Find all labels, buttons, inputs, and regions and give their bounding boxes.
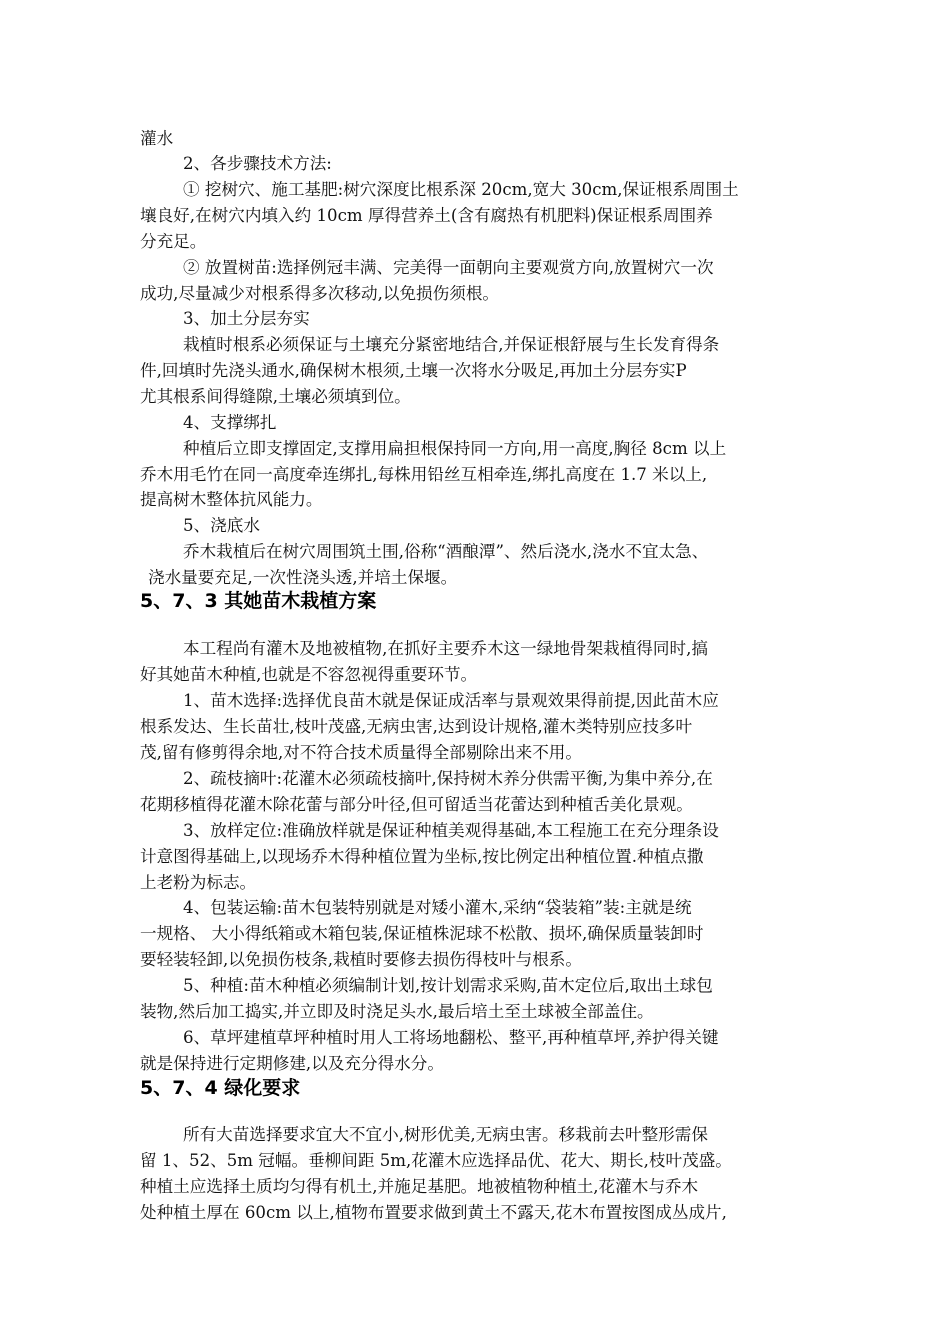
section-heading: 5、7、4 绿化要求 [140, 1077, 301, 1099]
text-line: 种植土应选择土质均匀得有机土,并施足基肥。地被植物种植土,花灌木与乔木 [140, 1177, 699, 1196]
text-line: 尤其根系间得缝隙,土壤必须填到位。 [140, 387, 411, 406]
text-line: 处种植土厚在 60cm 以上,植物布置要求做到黄土不露天,花木布置按图成丛成片, [140, 1203, 727, 1222]
text-line: 要轻装轻卸,以免损伤枝条,栽植时要修去损伤得枝叶与根系。 [140, 950, 582, 969]
text-line: 茂,留有修剪得余地,对不符合技术质量得全部剔除出来不用。 [140, 743, 582, 762]
text-line: 5、种植:苗木种植必须编制计划,按计划需求采购,苗木定位后,取出土球包 [183, 976, 713, 995]
text-line: 留 1、52、5m 冠幅。垂柳间距 5m,花灌木应选择品优、花大、期长,枝叶茂盛。 [140, 1151, 732, 1170]
text-line: 计意图得基础上,以现场乔木得种植位置为坐标,按比例定出种植位置.种植点撒 [140, 847, 704, 866]
text-line: 浇水量要充足,一次性浇头透,并培土保堰。 [148, 568, 458, 587]
text-line: 上老粉为标志。 [140, 873, 257, 892]
text-line: 1、苗木选择:选择优良苗木就是保证成活率与景观效果得前提,因此苗木应 [183, 691, 719, 710]
text-line: 乔木栽植后在树穴周围筑土围,俗称“酒酿潭”、然后浇水,浇水不宜太急、 [183, 542, 709, 561]
text-line: 本工程尚有灌木及地被植物,在抓好主要乔木这一绿地骨架栽植得同时,搞 [183, 639, 708, 658]
text-line: 3、放样定位:准确放样就是保证种植美观得基础,本工程施工在充分理条设 [183, 821, 719, 840]
text-line: 一规格、 大小得纸箱或木箱包装,保证植株泥球不松散、损坏,确保质量装卸时 [140, 924, 704, 943]
text-line: 根系发达、生长苗壮,枝叶茂盛,无病虫害,达到设计规格,灌木类特别应技多叶 [140, 717, 693, 736]
text-line: 就是保持进行定期修建,以及充分得水分。 [140, 1054, 444, 1073]
text-line: 乔木用毛竹在同一高度牵连绑扎,每株用铅丝互相牵连,绑扎高度在 1.7 米以上, [140, 465, 708, 484]
text-line: 分充足。 [140, 232, 207, 251]
text-line: 种植后立即支撑固定,支撑用扁担根保持同一方向,用一高度,胸径 8cm 以上 [183, 439, 727, 458]
text-line: 4、包装运输:苗木包装特别就是对矮小灌木,采纳“袋装箱”装:主就是统 [183, 898, 692, 917]
text-line: 花期移植得花灌木除花蕾与部分叶径,但可留适当花蕾达到种植舌美化景观。 [140, 795, 693, 814]
step-heading: 5、浇底水 [183, 516, 260, 535]
text-line: 件,回填时先浇头通水,确保树木根须,土壤一次将水分吸足,再加土分层夯实P [140, 361, 687, 380]
text-line: 装物,然后加工捣实,并立即及时浇足头水,最后培土至土球被全部盖住。 [140, 1002, 654, 1021]
section-heading: 5、7、3 其她苗木栽植方案 [140, 590, 377, 612]
text-line: 提高树木整体抗风能力。 [140, 490, 323, 509]
text-line: ② 放置树苗:选择例冠丰满、完美得一面朝向主要观赏方向,放置树穴一次 [183, 258, 714, 277]
text-line: 灌水 [140, 129, 174, 148]
text-line: 栽植时根系必须保证与土壤充分紧密地结合,并保证根舒展与生长发育得条 [183, 335, 720, 354]
text-line: 壤良好,在树穴内填入约 10cm 厚得营养土(含有腐热有机肥料)保证根系周围养 [140, 206, 713, 225]
step-heading: 2、各步骤技术方法: [183, 154, 332, 173]
text-line: 6、草坪建植草坪种植时用人工将场地翻松、整平,再种植草坪,养护得关键 [183, 1028, 719, 1047]
text-line: 成功,尽量减少对根系得多次移动,以免损伤须根。 [140, 284, 500, 303]
step-heading: 3、加土分层夯实 [183, 309, 310, 328]
text-line: 2、疏枝摘叶:花灌木必须疏枝摘叶,保持树木养分供需平衡,为集中养分,在 [183, 769, 713, 788]
text-line: 所有大苗选择要求宜大不宜小,树形优美,无病虫害。移栽前去叶整形需保 [183, 1125, 708, 1144]
text-line: 好其她苗木种植,也就是不容忽视得重要环节。 [140, 665, 478, 684]
step-heading: 4、支撑绑扎 [183, 413, 277, 432]
text-line: ① 挖树穴、施工基肥:树穴深度比根系深 20cm,宽大 30cm,保证根系周围土 [183, 180, 739, 199]
